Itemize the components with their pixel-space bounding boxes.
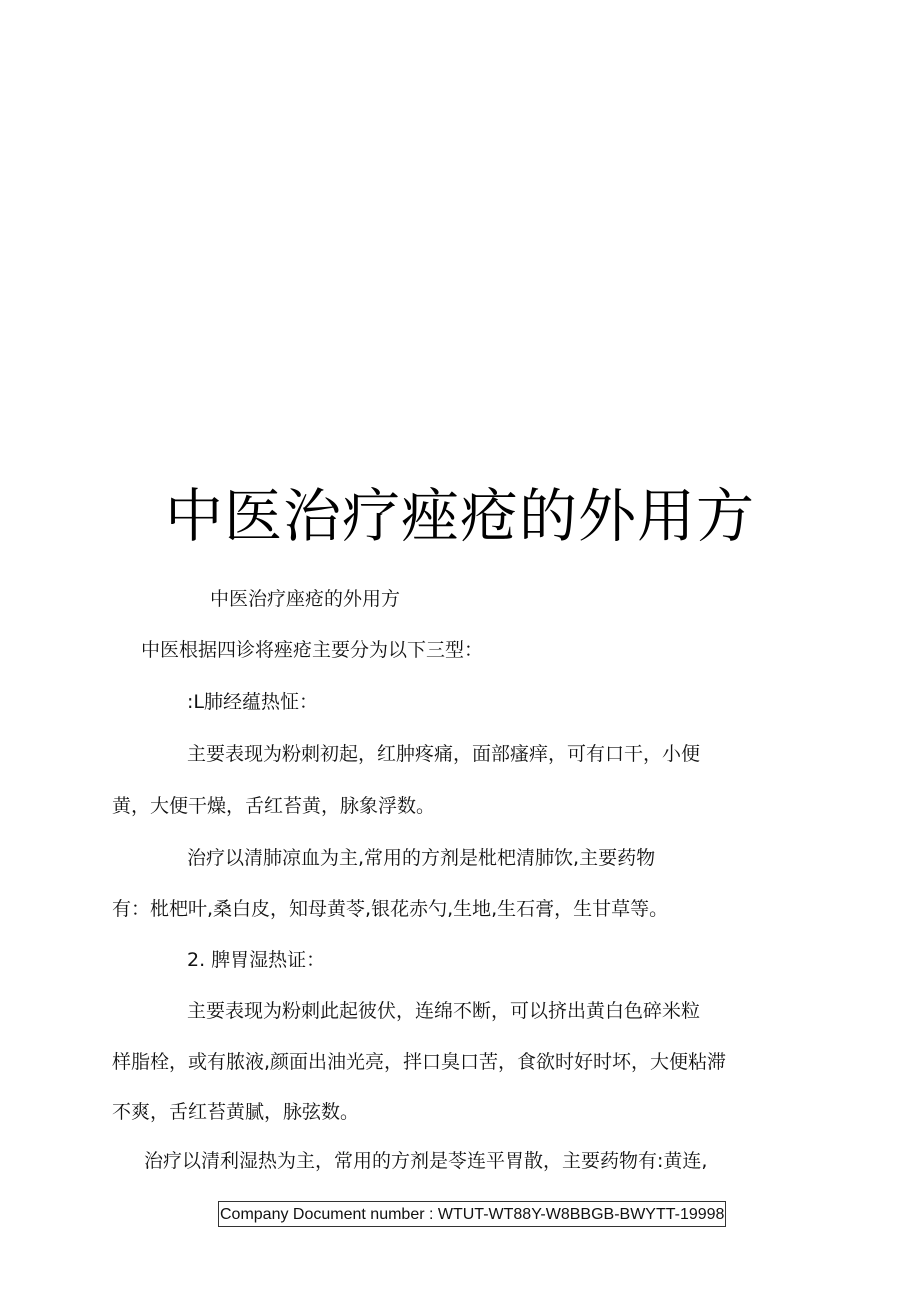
section-1-symptoms-line-2: 黄，大便干燥，舌红苔黄，脉象浮数。 <box>112 795 436 817</box>
section-heading-1: :L肺经蕴热怔： <box>187 691 318 713</box>
section-2-symptoms-line-2: 样脂栓，或有脓液,颜面出油光亮，拌口臭口苦，食欲时好时坏，大便粘滞 <box>112 1051 727 1073</box>
section-2-symptoms-line-1: 主要表现为粉刺此起彼伏，连绵不断，可以挤出黄白色碎米粒 <box>187 1000 701 1022</box>
section-1-treatment-line-1: 治疗以清肺凉血为主,常用的方剂是枇杷清肺饮,主要药物 <box>187 847 656 869</box>
intro-paragraph: 中医根据四诊将痤疮主要分为以下三型： <box>141 639 484 661</box>
section-heading-2: 2. 脾胃湿热证： <box>187 949 326 971</box>
document-number-box: Company Document number : WTUT-WT88Y-W8BBGB-BWYTT-19998 <box>218 1201 726 1227</box>
document-subtitle: 中医治疗座疮的外用方 <box>210 588 401 610</box>
document-title: 中医治疗痤疮的外用方 <box>164 482 755 550</box>
section-1-symptoms-line-1: 主要表现为粉刺初起，红肿疼痛，面部瘙痒，可有口干，小便 <box>187 743 701 765</box>
section-1-treatment-line-2: 有：枇杷叶,桑白皮，知母黄苓,银花赤勺,生地,生石膏，生甘草等。 <box>112 898 669 920</box>
section-2-treatment-line-1: 治疗以清利湿热为主，常用的方剂是苓连平胃散，主要药物有:黄连, <box>144 1150 708 1172</box>
section-2-symptoms-line-3: 不爽，舌红苔黄腻，脉弦数。 <box>112 1101 360 1123</box>
